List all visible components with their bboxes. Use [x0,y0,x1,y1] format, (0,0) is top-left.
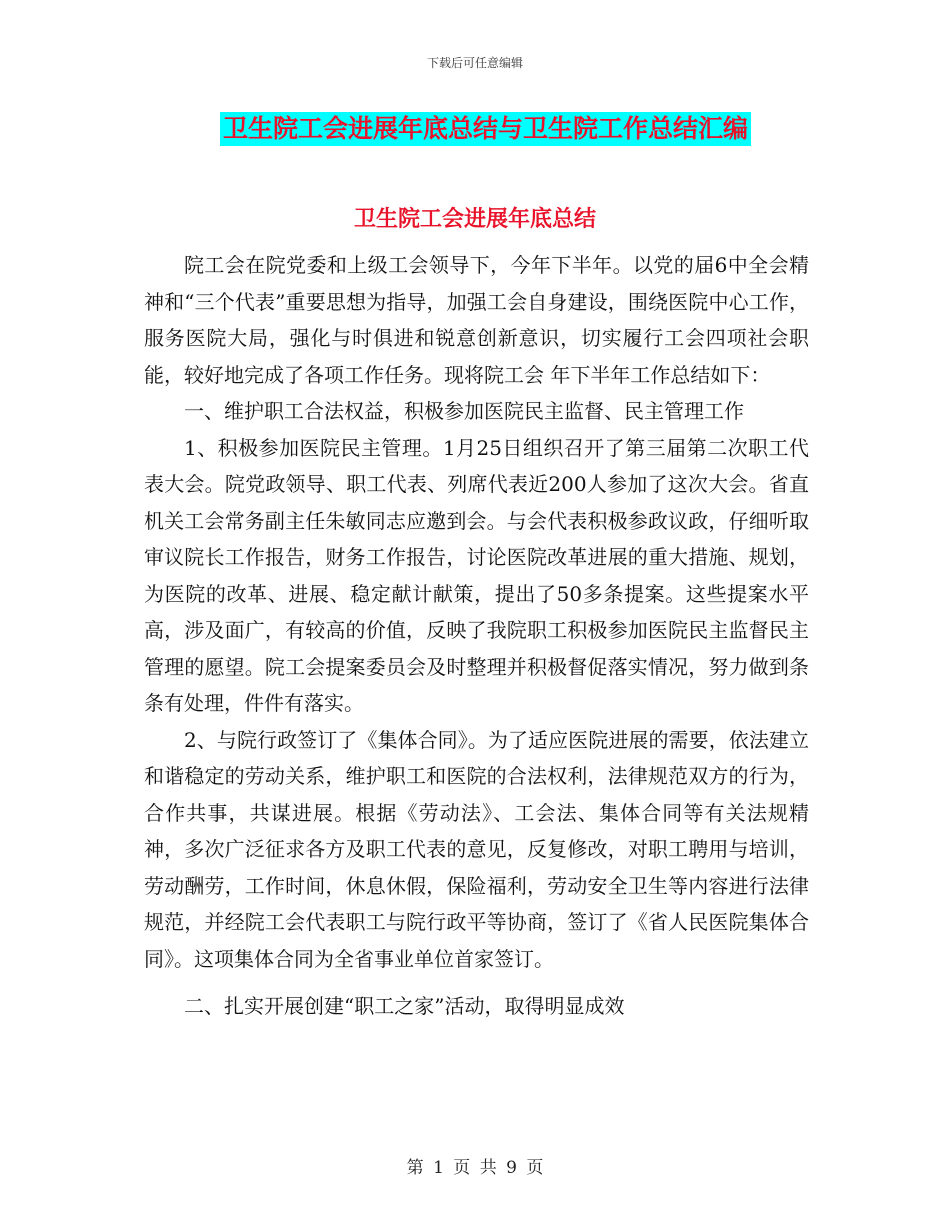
document-body [144,247,809,1025]
paragraph-item-1: 1、积极参加医院民主管理。1月25日组织召开了第三届第二次职工代表大会。院党政领导、职工代表、列席代表近200人参加了这次大会。省直机关工会常务副主任朱敏同志应邀到会。与会代表积极参政议政，仔细听取审议院长工作报告，财务工作报告，讨论医院改革进展的重大措施、规划，为医院的改革、进展、稳定献计献策，提出了50多条提案。这些提案水平高，涉及面广，有较高的价值，反映了我院职工积极参加医院民主监督民主管理的愿望。院工会提案委员会及时整理并积极督促落实情况，努力做到条条有处理，件件有落实。 [144,435,809,715]
header-note: 下载后可任意编辑 [426,56,523,70]
page-footer: 第 1 页 共 9 页 [406,1158,544,1178]
section-title: 卫生院工会进展年底总结 [353,207,596,232]
section-heading-1: 一、维护职工合法权益，积极参加医院民主监督、民主管理工作 [184,399,744,423]
section-heading-2: 二、扎实开展创建“职工之家”活动，取得明显成效 [184,994,625,1018]
intro-paragraph: 院工会在院党委和上级工会领导下，今年下半年。以党的届6中全会精神和“三个代表”重要思想为指导，加强工会自身建设，围绕医院中心工作，服务医院大局，强化与时俱进和锐意创新意识，切实履行工会四项社会职能，较好地完成了各项工作任务。现将院工会 年下半年工作总结如下： [144,253,809,387]
document-main-title: 卫生院工会进展年底总结与卫生院工作总结汇编 [220,112,751,146]
paragraph-item-2: 2、与院行政签订了《集体合同》。为了适应医院进展的需要，依法建立和谐稳定的劳动关系，维护职工和医院的合法权利，法律规范双方的行为，合作共事，共谋进展。根据《劳动法》、工会法、集体合同等有关法规精神，多次广泛征求各方及职工代表的意见，反复修改，对职工聘用与培训，劳动酬劳，工作时间，休息休假，保险福利，劳动安全卫生等内容进行法律规范，并经院工会代表职工与院行政平等协商，签订了《省人民医院集体合同》。这项集体合同为全省事业单位首家签订。 [144,727,809,971]
